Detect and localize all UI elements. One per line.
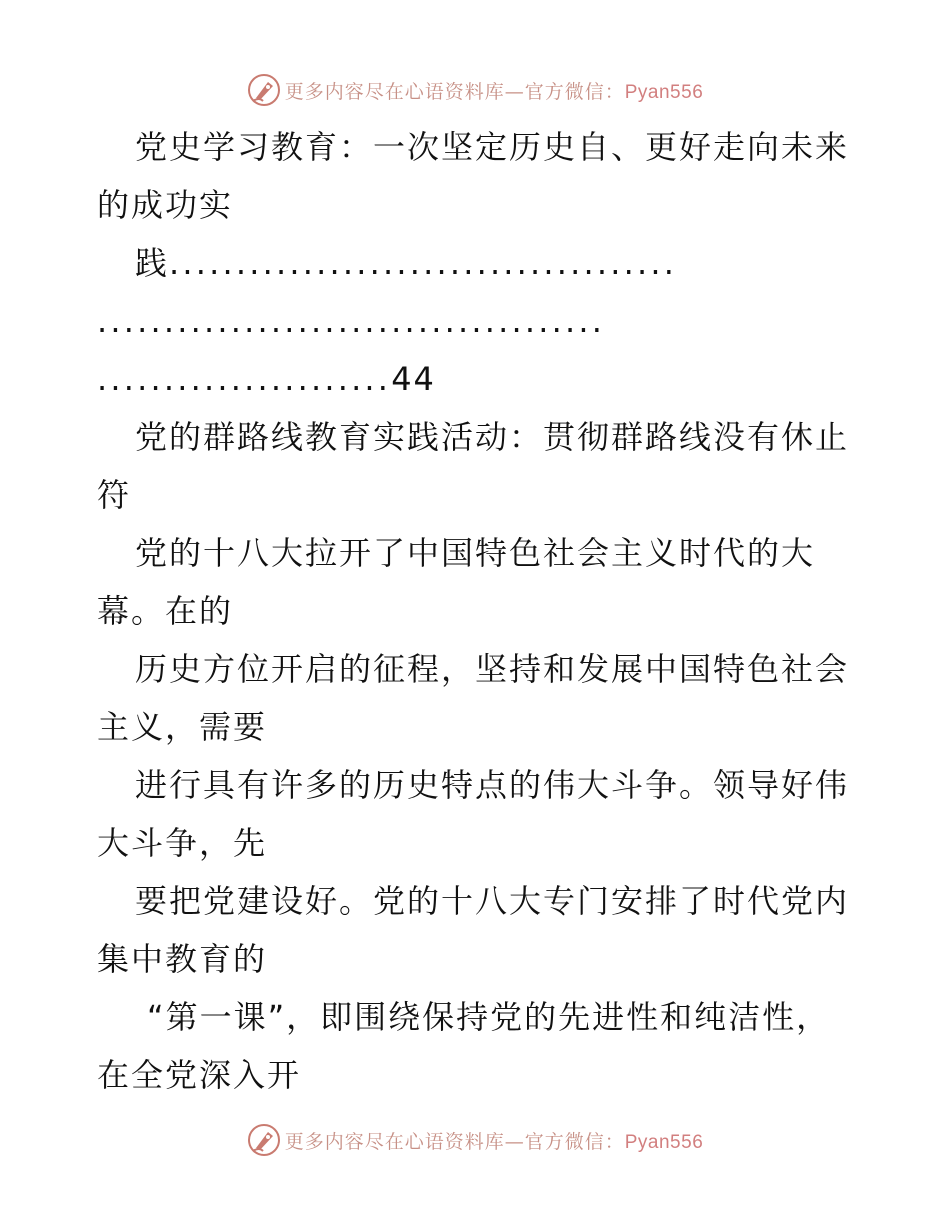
pen-nib-icon <box>247 73 281 107</box>
body-line: 主义，需要 <box>97 708 268 746</box>
body-line: 党的十八大拉开了中国特色社会主义时代的大 <box>135 534 816 572</box>
body-line: 进行具有许多的历史特点的伟大斗争。领导好伟 <box>135 766 850 804</box>
body-line: 要把党建设好。党的十八大专门安排了时代党内 <box>135 882 850 920</box>
body-line: 大斗争，先 <box>97 824 268 862</box>
body-line: 党的群路线教育实践活动：贯彻群路线没有休止 <box>135 418 850 456</box>
body-line: 集中教育的 <box>97 940 268 978</box>
body-line: 在全党深入开 <box>97 1056 302 1094</box>
toc-leader-page-line <box>97 350 857 408</box>
toc-entry-leader-line <box>97 234 857 292</box>
footer-watermark <box>0 1120 950 1160</box>
body-line: 历史方位开启的征程，坚持和发展中国特色社会 <box>135 650 850 688</box>
watermark-handle: Pyan556 <box>624 1131 704 1153</box>
toc-entry-title-end: 践 <box>135 244 170 282</box>
toc-leader-dots: ...................................... <box>169 244 678 282</box>
toc-entry-title-cont: 的成功实 <box>97 186 234 224</box>
header-watermark <box>0 70 950 110</box>
body-line: 幕。在的 <box>97 592 234 630</box>
document-content <box>97 118 857 1104</box>
body-line: 符 <box>97 476 132 514</box>
pen-nib-icon <box>247 1123 281 1157</box>
toc-leader-dots: ...................... <box>97 360 392 398</box>
watermark-text: 更多内容尽在心语资料库—官方微信：Pyan556 <box>284 80 704 103</box>
watermark-text: 更多内容尽在心语资料库—官方微信：Pyan556 <box>284 1130 704 1153</box>
toc-leader-dots: ...................................... <box>97 302 606 340</box>
toc-entry-title: 党史学习教育：一次坚定历史自、更好走向未来 <box>135 128 850 166</box>
body-line: “第一课”，即围绕保持党的先进性和纯洁性， <box>147 998 831 1036</box>
watermark-handle: Pyan556 <box>624 81 704 103</box>
toc-page-number: 44 <box>391 360 436 398</box>
